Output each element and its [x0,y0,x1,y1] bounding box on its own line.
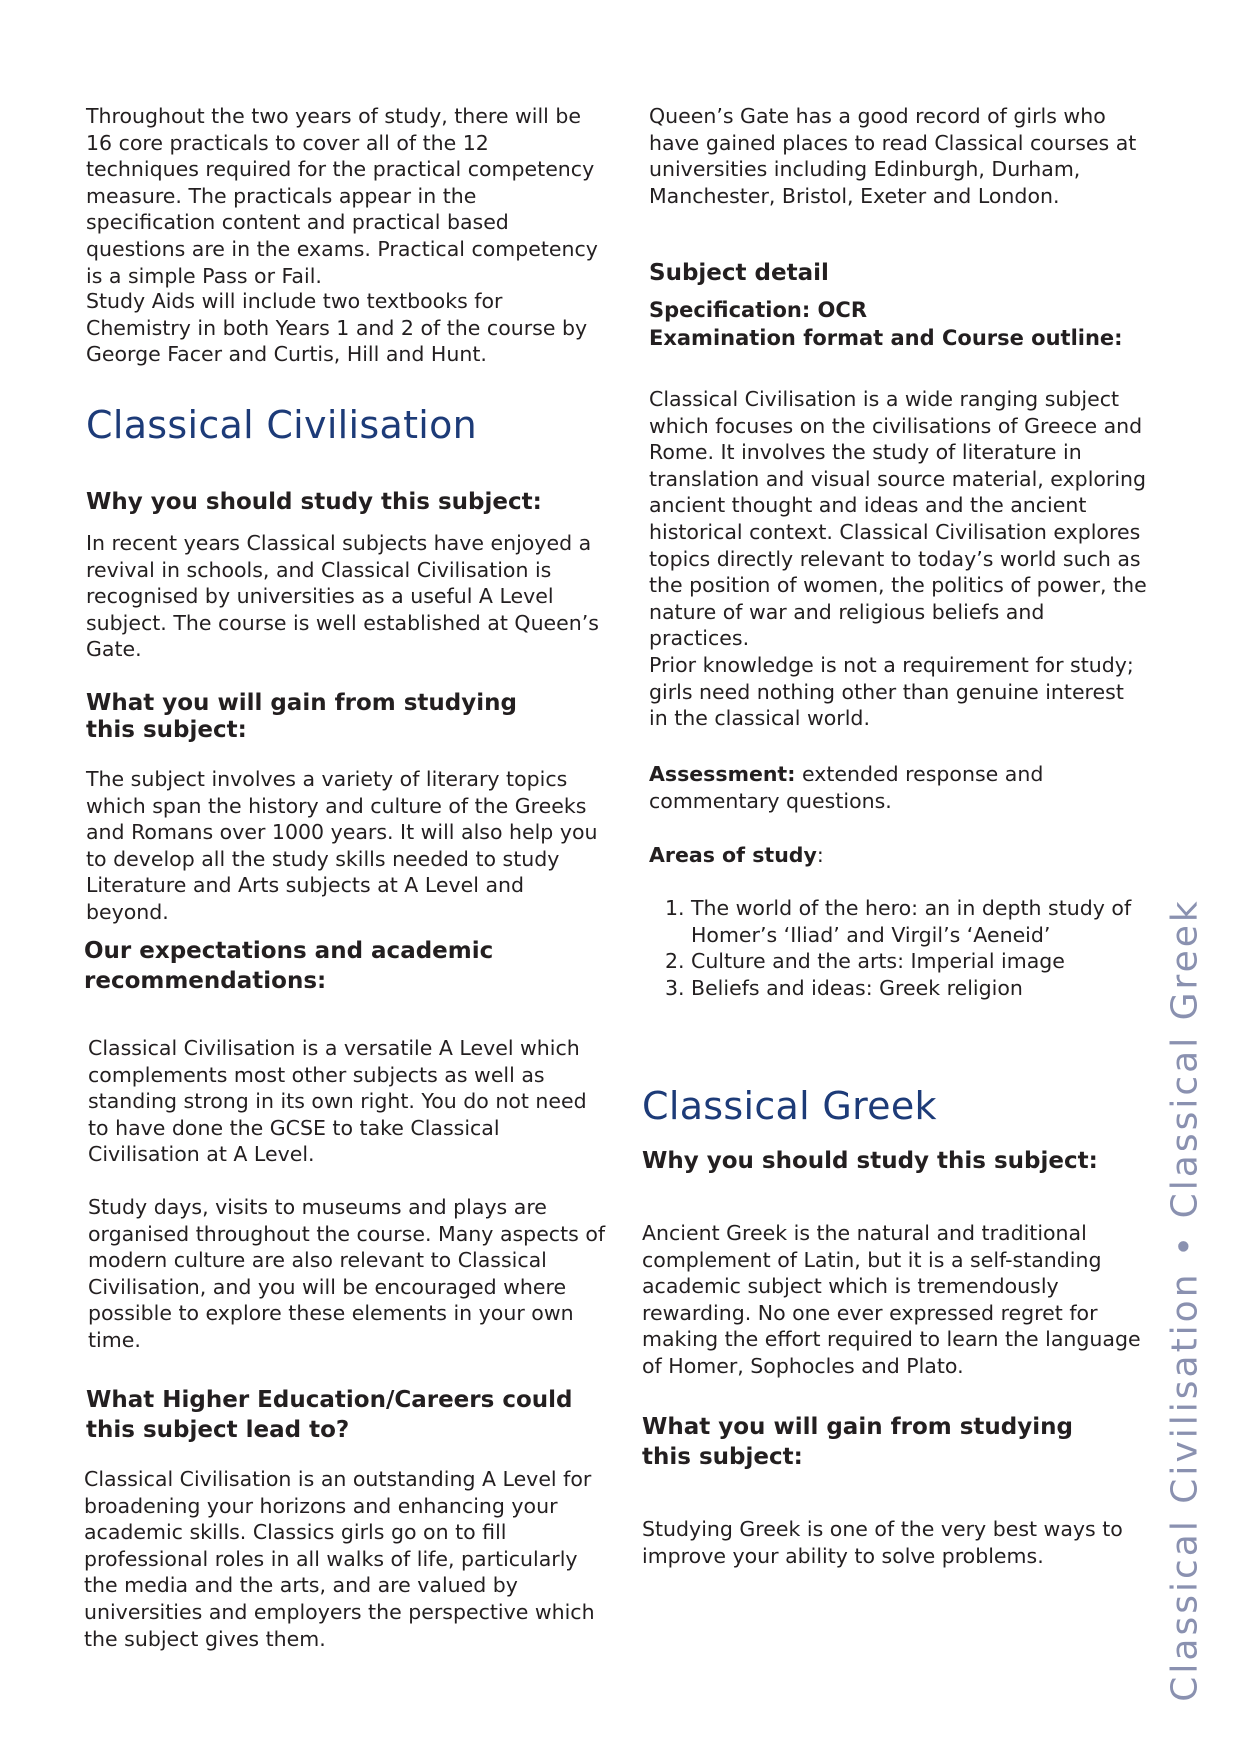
specification-line: Specification: OCR [649,298,867,322]
civ-expectations-heading: Our expectations and academic recommendations: [84,938,494,994]
list-item [665,895,1135,948]
areas-of-study-list [665,895,1135,1001]
areas-label-colon: : [816,843,824,867]
record-paragraph: Queen’s Gate has a good record of girls who have gained places to read Classical courses at universities including Edinburgh, Durham, Manchester, Bristol, Exeter and London. [649,104,1137,208]
greek-why-paragraph: Ancient Greek is the natural and traditional complement of Latin, but it is a self-standing academic subject which is tremendously rewarding. No one ever expressed regret for making the effort required to learn the language of Homer, Sophocles and Plato. [642,1221,1141,1378]
list-item-text: Beliefs and ideas: Greek religion [691,975,1023,1000]
areas-label-text: Areas of study [649,843,817,867]
classical-greek-title: Classical Greek [642,1084,937,1128]
areas-of-study-label [649,842,824,869]
classical-civilisation-title: Classical Civilisation [86,403,478,447]
overview-paragraph: Classical Civilisation is a wide ranging subject which focuses on the civilisations of Greece and Rome. It involves the study of literature in translation and visual source material, exploring ancient thought and ideas and the ancient historical context. Classical Civilisation explores topics directly relevant to today’s world such as the position of women, the politics of power, the nature of war and religious beliefs and practices. [649,387,1147,651]
civ-gain-paragraph: The subject involves a variety of literary topics which span the history and culture of the Greeks and Romans over 1000 years. It will also help you to develop all the study skills needed to study Literature and Arts subjects at A Level and beyond. [86,767,598,924]
practicals-paragraph: Throughout the two years of study, there will be 16 core practicals to cover all of the 12 techniques required for the practical competency measure. The practicals appear in the specification content and practical based questions are in the exams. Practical competency is a simple Pass or Fail. [86,104,598,288]
list-number: 3. [665,975,685,1000]
civ-careers-paragraph: Classical Civilisation is an outstanding A Level for broadening your horizons and enhancing your academic skills. Classics girls go on to fill professional roles in all walks of life, particularly the media and the arts, and are valued by universities and employers the perspective which the subject gives them. [84,1467,595,1651]
list-number: 1. [665,896,685,920]
greek-why-heading: Why you should study this subject: [642,1148,1098,1174]
study-aids-paragraph: Study Aids will include two textbooks for Chemistry in both Years 1 and 2 of the course by George Facer and Curtis, Hill and Hunt. [86,289,588,367]
list-item [665,975,1135,1002]
assessment-text: extended response and commentary questions. [649,762,1044,813]
assessment-paragraph [649,761,1159,814]
civ-careers-heading: What Higher Education/Careers could this subject lead to? [86,1387,573,1443]
civ-expectations-paragraph-2: Study days, visits to museums and plays are organised throughout the course. Many aspects of modern culture are also relevant to Classical Civilisation, and you will be encouraged where possible to explore these elements in your own time. [88,1195,606,1352]
list-item-text: The world of the hero: an in depth study of Homer’s ‘Iliad’ and Virgil’s ‘Aeneid’ [691,896,1132,947]
list-item [665,948,1135,975]
civ-expectations-paragraph-1: Classical Civilisation is a versatile A Level which complements most other subjects as well as standing strong in its own right. You do not need to have done the GCSE to take Classical Civilisation at A Level. [88,1036,587,1167]
side-label-text: Classical Civilisation • Classical Greek [1164,898,1206,1702]
civ-gain-heading: What you will gain from studying this subject: [86,690,517,743]
greek-gain-paragraph: Studying Greek is one of the very best ways to improve your ability to solve problems. [642,1517,1123,1568]
subject-detail-heading: Subject detail [649,260,829,286]
prior-knowledge-paragraph: Prior knowledge is not a requirement for study; girls need nothing other than genuine interest in the classical world. [649,653,1134,731]
civ-why-heading: Why you should study this subject: [86,489,542,515]
list-item-text: Culture and the arts: Imperial image [691,949,1065,974]
list-number: 2. [665,949,685,974]
greek-gain-heading: What you will gain from studying this subject: [642,1414,1073,1470]
assessment-label: Assessment: [649,762,796,786]
civ-why-paragraph: In recent years Classical subjects have enjoyed a revival in schools, and Classical Civilisation is recognised by universities as a useful A Level subject. The course is well established at Queen’s Gate. [86,531,599,662]
exam-format-line: Examination format and Course outline: [649,326,1123,350]
